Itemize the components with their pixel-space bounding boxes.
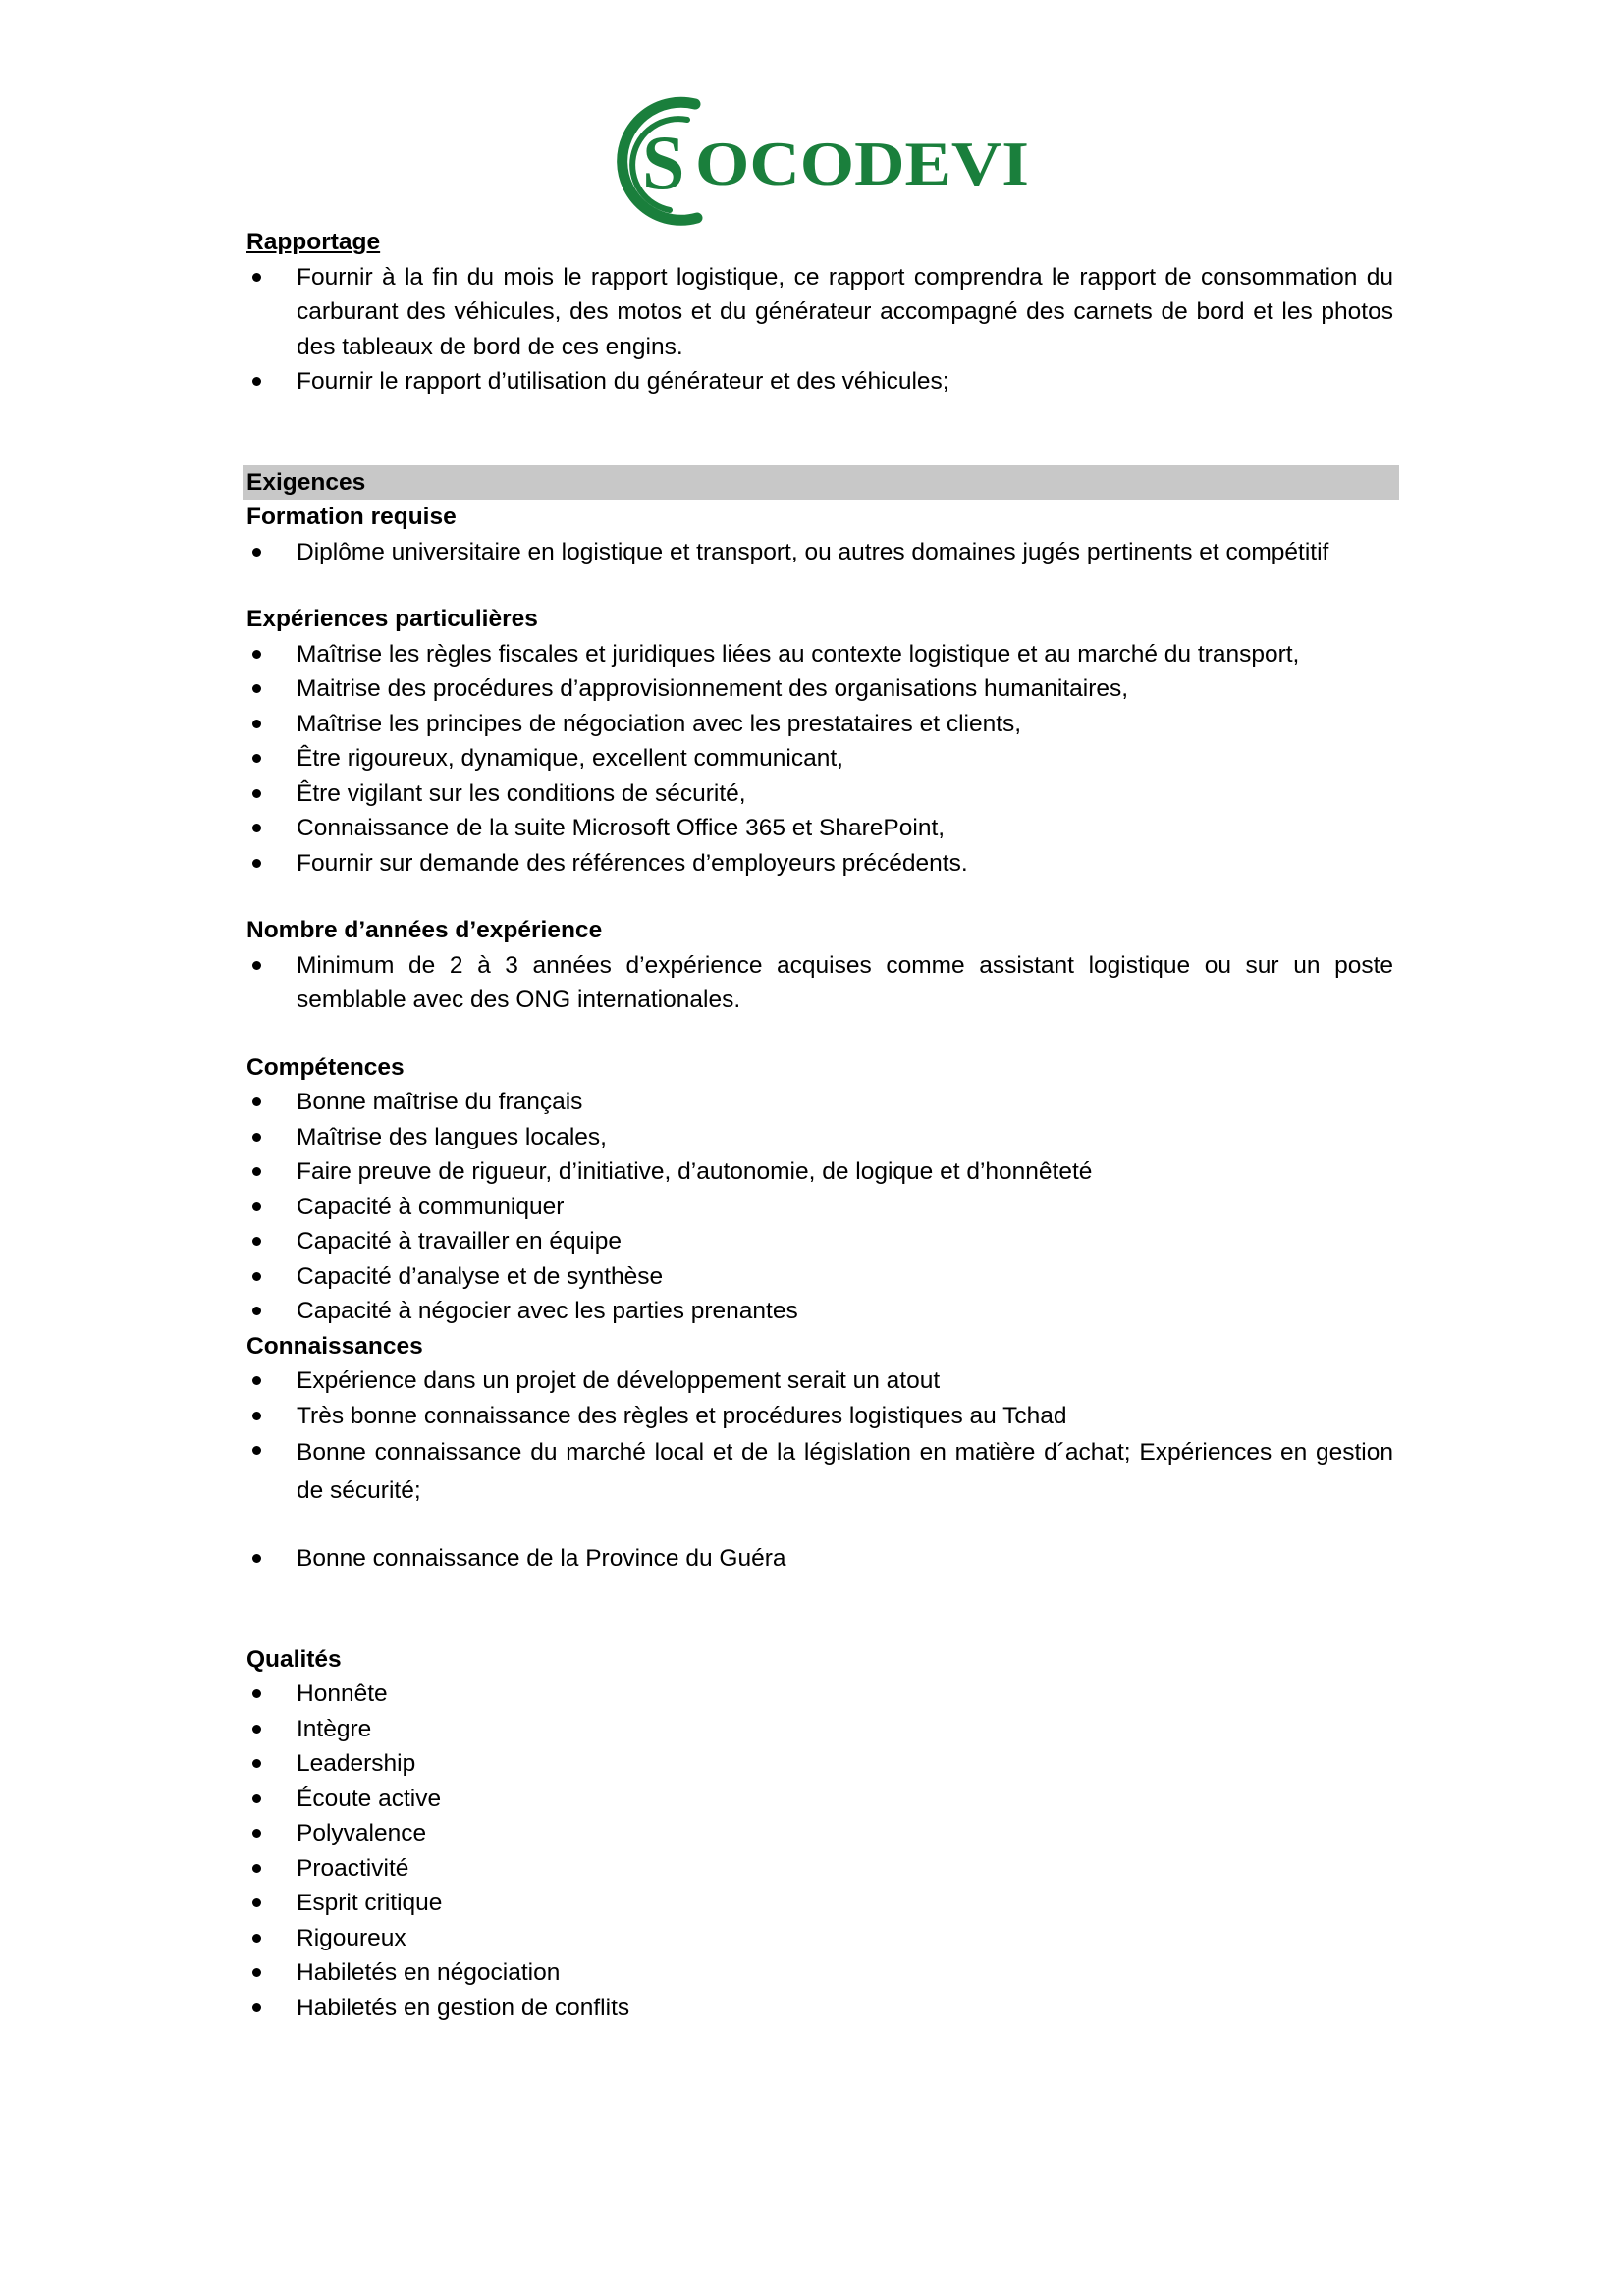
heading-rapportage: Rapportage: [246, 229, 381, 255]
list-competences: [246, 1085, 1393, 1329]
list-item: Être vigilant sur les conditions de sécurité,: [246, 776, 1393, 812]
list-item: Bonne connaissance du marché local et de la législation en matière d´achat; Expériences en gestion de sécurité;: [246, 1433, 1393, 1510]
heading-exigences: Exigences: [243, 465, 1399, 501]
bullet-icon: [252, 1725, 261, 1734]
list-formation: [246, 535, 1393, 570]
list-item: Connaissance de la suite Microsoft Office 365 et SharePoint,: [246, 811, 1393, 846]
list-item: Habiletés en négociation: [246, 1955, 1393, 1991]
list-item: Bonne connaissance de la Province du Guéra: [246, 1541, 1393, 1576]
bullet-icon: [252, 1689, 261, 1698]
list-item: Très bonne connaissance des règles et procédures logistiques au Tchad: [246, 1399, 1393, 1434]
list-item: Capacité à communiquer: [246, 1190, 1393, 1225]
bullet-icon: [252, 1133, 261, 1142]
list-item: Maîtrise des langues locales,: [246, 1120, 1393, 1155]
list-item: Bonne maîtrise du français: [246, 1085, 1393, 1120]
document-body: [246, 225, 1393, 2025]
list-item: Maitrise des procédures d’approvisionnement des organisations humanitaires,: [246, 671, 1393, 707]
bullet-icon: [252, 1794, 261, 1803]
bullet-icon: [252, 684, 261, 693]
heading-competences: Compétences: [246, 1053, 405, 1081]
list-item: Maîtrise les règles fiscales et juridiques liées au contexte logistique et au marché du transport,: [246, 637, 1393, 672]
list-item: Minimum de 2 à 3 années d’expérience acquises comme assistant logistique ou sur un poste semblable avec des ONG internationales.: [246, 948, 1393, 1018]
list-item: Maîtrise les principes de négociation avec les prestataires et clients,: [246, 707, 1393, 742]
list-annees: [246, 948, 1393, 1018]
list-item: Rigoureux: [246, 1921, 1393, 1956]
bullet-icon: [252, 1446, 261, 1455]
svg-text:S: S: [642, 120, 685, 205]
bullet-icon: [252, 1167, 261, 1176]
list-item: Habiletés en gestion de conflits: [246, 1991, 1393, 2026]
list-item: Être rigoureux, dynamique, excellent communicant,: [246, 741, 1393, 776]
list-item: Polyvalence: [246, 1816, 1393, 1851]
bullet-icon: [252, 1307, 261, 1315]
list-item: Honnête: [246, 1677, 1393, 1712]
list-experiences: [246, 637, 1393, 881]
list-item: Faire preuve de rigueur, d’initiative, d’autonomie, de logique et d’honnêteté: [246, 1154, 1393, 1190]
list-rapportage: [246, 260, 1393, 400]
list-item: Esprit critique: [246, 1886, 1393, 1921]
bullet-icon: [252, 650, 261, 659]
bullet-icon: [252, 1097, 261, 1106]
bullet-icon: [252, 2003, 261, 2012]
bullet-icon: [252, 720, 261, 728]
list-item: Expérience dans un projet de développement serait un atout: [246, 1363, 1393, 1399]
bullet-icon: [252, 273, 261, 282]
list-item: Capacité d’analyse et de synthèse: [246, 1259, 1393, 1295]
bullet-icon: [252, 789, 261, 798]
bullet-icon: [252, 1376, 261, 1385]
list-item: Fournir le rapport d’utilisation du générateur et des véhicules;: [246, 364, 1393, 400]
bullet-icon: [252, 1554, 261, 1563]
heading-qualites: Qualités: [246, 1645, 342, 1673]
list-item: Diplôme universitaire en logistique et transport, ou autres domaines jugés pertinents et compétitif: [246, 535, 1393, 570]
bullet-icon: [252, 1864, 261, 1873]
list-item: Leadership: [246, 1746, 1393, 1782]
bullet-icon: [252, 1829, 261, 1838]
heading-annees: Nombre d’années d’expérience: [246, 917, 603, 943]
bullet-icon: [252, 548, 261, 557]
list-item: Capacité à travailler en équipe: [246, 1224, 1393, 1259]
bullet-icon: [252, 1237, 261, 1246]
list-item: Capacité à négocier avec les parties prenantes: [246, 1294, 1393, 1329]
bullet-icon: [252, 1759, 261, 1768]
list-item: Proactivité: [246, 1851, 1393, 1887]
bullet-icon: [252, 1202, 261, 1211]
bullet-icon: [252, 1272, 261, 1281]
list-connaissances-extra: [246, 1541, 1393, 1576]
heading-connaissances: Connaissances: [246, 1332, 423, 1360]
bullet-icon: [252, 961, 261, 970]
bullet-icon: [252, 1934, 261, 1943]
bullet-icon: [252, 1898, 261, 1907]
bullet-icon: [252, 1412, 261, 1420]
heading-formation: Formation requise: [246, 504, 457, 530]
list-item: Fournir à la fin du mois le rapport logistique, ce rapport comprendra le rapport de consommation du carburant des véhicules, des motos et du générateur accompagné des carnets de bord et les photos des tableaux de bord de ces engins.: [246, 260, 1393, 365]
list-item: Fournir sur demande des références d’employeurs précédents.: [246, 846, 1393, 881]
svg-text:OCODEVI: OCODEVI: [695, 129, 1029, 198]
bullet-icon: [252, 754, 261, 763]
list-item: Intègre: [246, 1712, 1393, 1747]
heading-experiences: Expériences particulières: [246, 606, 538, 632]
bullet-icon: [252, 1968, 261, 1977]
socodevi-logo: [601, 94, 1038, 226]
bullet-icon: [252, 859, 261, 868]
bullet-icon: [252, 377, 261, 386]
bullet-icon: [252, 824, 261, 832]
list-connaissances: [246, 1363, 1393, 1510]
list-item: Écoute active: [246, 1782, 1393, 1817]
list-qualites: [246, 1677, 1393, 2025]
